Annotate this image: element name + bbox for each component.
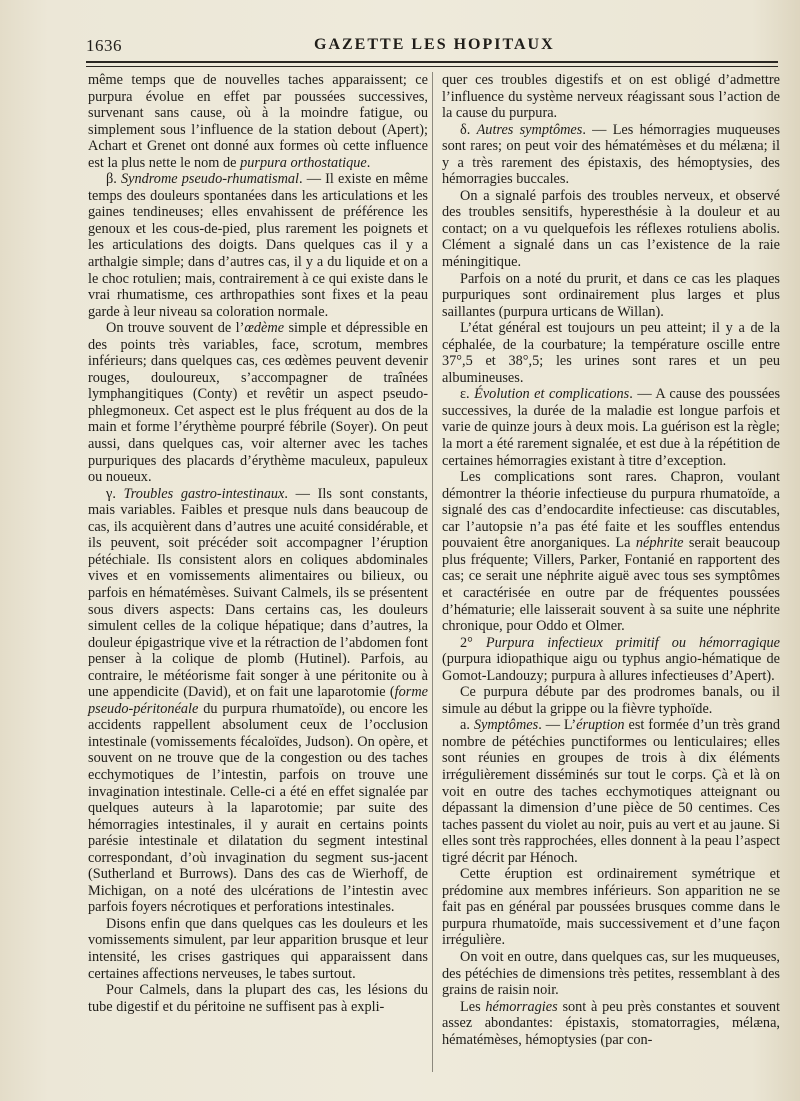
text-run: éruption <box>576 717 625 734</box>
paragraph <box>88 982 428 1015</box>
paragraph <box>442 469 780 634</box>
right-column <box>442 72 780 1048</box>
paragraph <box>442 72 780 122</box>
text-run: Les <box>460 998 486 1015</box>
text-run: Syndrome pseudo-rhumatismal <box>120 171 300 188</box>
paragraph <box>442 999 780 1049</box>
paragraph <box>442 717 780 866</box>
text-run: Parfois on a noté du prurit, et dans ce cas les plaques purpuriques sont ordinairement plus larges et plus saillantes (purpura urticans de Willan). <box>442 270 780 320</box>
paragraph <box>88 171 428 320</box>
page-number: 1636 <box>86 36 122 55</box>
paragraph <box>442 271 780 321</box>
text-run: simple et dépressible en des points très variables, face, scrotum, membres inférieurs; dans quelques cas, ces œdèmes peuvent devenir rouges, douloureux, s’accompagner de traînées lymphangitiques (Conty) et revêtir un aspect pseudo-phlegmoneux. Cet aspect est le plus fréquent au dos de la main et forme l’érythème pourpré fébrile (Soyer). On peut aussi, dans quelques cas, voir alterner avec les taches purpuriques des placards d’érythème maculeux, papuleux ou noueux. <box>88 320 428 486</box>
text-run: Cette éruption est ordinairement symétrique et prédomine aux membres inférieurs. Son apparition ne se fait pas en général par poussées brusques comme dans le purpura rhumatoïde, mais successivement et d’une façon irrégulière. <box>442 866 780 949</box>
text-run: On voit en outre, dans quelques cas, sur les muqueuses, des pétéchies de dimensions très petites, ressemblant à des grains de raisin noir. <box>442 948 780 999</box>
text-run: a. <box>460 717 474 734</box>
text-run: On a signalé parfois des troubles nerveux, et observé des troubles sensitifs, hyperesthésie à la douleur et au contact; on a vu quelquefois les réflexes rotuliens abolis. Clément a signalé dans un cas l’existence de la raie méningitique. <box>442 187 780 271</box>
paragraph <box>442 949 780 999</box>
paragraph <box>442 635 780 685</box>
text-run: néphrite <box>635 535 684 552</box>
text-run: Troubles gastro-intestinaux <box>123 485 285 502</box>
text-run: Les complications sont rares. Chapron, voulant démontrer la théorie infectieuse du purpura rhumatoïde, a signalé des cas d’endocardite infectieuse: cas discutables, car l’autopsie n’a pas été faite et les souffles entendus pouvaient être anorganiques. La <box>442 469 780 552</box>
text-run: . — Les hémorragies muqueuses sont rares; on peut voir des hématémèses et du mélæna; il y a très rarement des épistaxis, des hémoptysies, des hémorragies buccales. <box>442 121 781 188</box>
text-run: serait beaucoup plus fréquente; Villers, Parker, Fontanié en rapportent des cas; ce serait une néphrite aiguë avec tous ses symptômes et caractérisée en outre par de fréquentes poussées d’hématurie; elle laisserait souvent à sa suite une néphrite chronique, pour Oddo et Olmer. <box>442 535 780 635</box>
text-run: On trouve souvent de l’ <box>106 320 245 337</box>
text-run: 2° <box>460 634 486 651</box>
text-run: Autres symptômes <box>476 121 583 138</box>
text-run: ε. <box>460 386 475 403</box>
paragraph <box>442 386 780 469</box>
text-run: . — L’ <box>538 717 577 734</box>
text-run: . — Il existe en même temps des douleurs spontanées dans les articulations et les gaines tendineuses; elles envahissent de préférence les genoux et les cous-de-pied, plus rarement les poignets et les articulations des doigts. Dans quelques cas il y a arthalgie simple; dans d’autres cas, il y a du liquide et on a le choc rotulien; mais, contrairement à ce qui existe dans le vrai rhumatisme, ces arthropathies sont fixes et la peau garde à leur niveau sa coloration normale. <box>88 171 428 320</box>
paragraph <box>88 320 428 485</box>
text-run: quer ces troubles digestifs et on est obligé d’admettre l’influence du système nerveux réagissant sous l’action de la cause du purpura. <box>442 72 780 122</box>
text-run: L’état général est toujours un peu atteint; il y a de la céphalée, de la courbature; la température oscille entre 37°,5 et 38°,5; les urines sont rares et un peu albumineuses. <box>442 320 780 386</box>
text-run: . — Ils sont constants, mais variables. Faibles et presque nuls dans beaucoup de cas, ils acquièrent dans d’autres une acuité considérable, et ils peuvent, soit précéder soit accompagner l’éruption pétéchiale. Ils consistent alors en coliques abdominales vives et en vomissements alimentaires ou bilieux, ou parfois en hématémèses. Suivant Calmels, ils se présentent sous divers aspects: Dans certains cas, les douleurs simulent celles de la colique hépatique; dans d’autres, la douleur épigastrique vive et la rétraction de l’abdomen font penser à la colique de plomb (Hutinel). Parfois, au contraire, le météorisme fait songer à une péritonite ou à une appendicite (David), et on fait une laparotomie ( <box>88 485 428 701</box>
text-run: . <box>366 154 371 171</box>
paragraph <box>442 122 780 188</box>
text-run: Pour Calmels, dans la plupart des cas, les lésions du tube digestif et du péritoine ne suffisent pas à expli- <box>88 982 428 1015</box>
paragraph <box>442 866 780 949</box>
text-run: δ. <box>460 121 477 138</box>
text-run: Symptômes <box>473 717 539 734</box>
text-run: est formée d’un très grand nombre de pétéchies punctiformes ou lenticulaires; elles sont réunies en groupes de trois à dix éléments irrégulièrement disséminés sur tout le corps. Çà et là on voit en outre des taches ecchymotiques atteignant ou dépassant la dimension d’une pièce de 50 centimes. Ces taches passent du violet au noir, puis au vert et au jaune. Si elles sont très rapprochées, elles donnent à la peau l’aspect tigré décrit par Hénoch. <box>442 717 780 866</box>
column-divider <box>432 72 433 1072</box>
text-run: œdème <box>244 320 285 337</box>
paragraph <box>442 320 780 386</box>
page-header <box>86 36 778 58</box>
text-run: Ce purpura débute par des prodromes banals, ou il simule au début la grippe ou la fièvre typhoïde. <box>442 684 780 717</box>
text-run: (purpura idiopathique aigu ou typhus angio-hématique de Gomot-Landouzy; purpura à allures infectieuses d’Apert). <box>442 651 780 684</box>
paragraph <box>88 486 428 916</box>
text-run: β. <box>106 171 121 188</box>
text-run: Évolution et complications <box>474 386 630 403</box>
text-run: purpura orthostatique <box>240 154 367 171</box>
running-title: GAZETTE LES HOPITAUX <box>314 36 555 53</box>
text-run: sont à peu près constantes et souvent assez abondantes: épistaxis, stomatorragies, mélæna, hématémèses, hémoptysies (par con- <box>442 998 780 1048</box>
paragraph <box>88 916 428 982</box>
paragraph <box>442 684 780 717</box>
text-run: Disons enfin que dans quelques cas les douleurs et les vomissements simulent, par leur apparition brusque et leur intensité, les crises gastriques qui apparaissent dans certaines affections nerveuses, le tabes surtout. <box>88 915 428 982</box>
text-run: . — A cause des poussées successives, la durée de la maladie est longue parfois et varie de quinze jours à deux mois. La guérison est la règle; la mort a été rarement signalée, et est due à la répétition de certaines hémorragies existant à titre d’exception. <box>442 386 781 469</box>
paragraph <box>442 188 780 271</box>
text-run: Purpura infectieux primitif ou hémorragique <box>485 634 780 651</box>
paragraph <box>88 72 428 171</box>
text-run: hémorragies <box>485 998 558 1015</box>
text-run: du purpura rhumatoïde), ou encore les accidents rappellent absolument ceux de l’occlusion intestinale (vomissements fécaloïdes, Judson). On opère, et souvent on ne trouve que de la congestion ou des taches ecchymotiques de l’intestin, parfois on trouve une invagination intestinale. Celle-ci a été en effet signalée par quelques auteurs à la laparotomie; par suite des hémorragies intestinales, il y aurait en certains points parésie intestinale et dilatation du segment intestinal correspondant, d’où invagination du segment sus-jacent (Sutherland et Burrows). Dans des cas de Wierhoff, de Michigan, on a noté des ulcérations de l’intestin avec parfois foyers nécrotiques et perforations intestinales. <box>88 700 428 916</box>
text-run: même temps que de nouvelles taches apparaissent; ce purpura évolue en effet par poussées successives, survenant sans cause, où à la moindre fatigue, ou simplement sous l’influence de la station debout (Apert); Achart et Grenet ont donné aux formes où cette influence est la plus nette le nom de <box>88 72 428 171</box>
text-run: γ. <box>106 485 124 502</box>
header-rule <box>86 61 778 67</box>
left-column <box>88 72 428 1015</box>
text-run: forme pseudo-péritonéale <box>88 684 428 717</box>
